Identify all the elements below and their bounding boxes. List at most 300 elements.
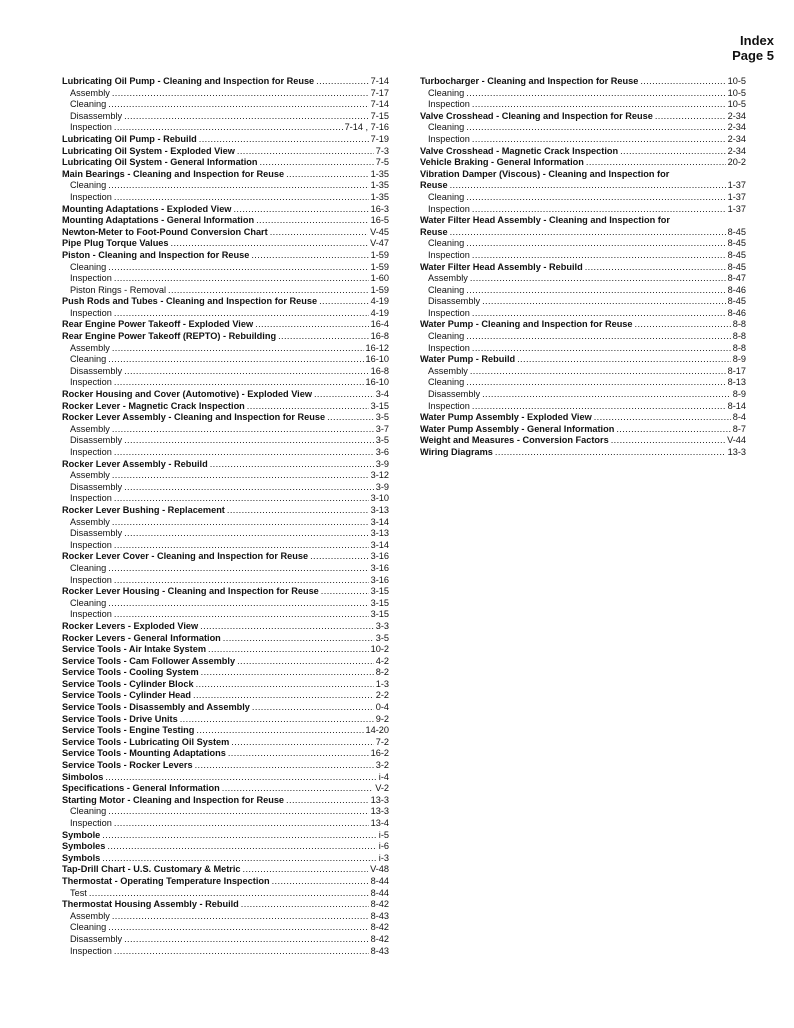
index-subentry[interactable] [62,482,389,494]
index-entry[interactable] [420,180,746,192]
entry-title: Cleaning [70,99,107,110]
entry-title: Disassembly [70,933,123,944]
page-reference: 7-19 [370,133,389,144]
index-entry[interactable] [62,702,389,714]
page-reference: 10-5 [727,87,746,98]
page-reference: 3-16 [370,551,389,562]
entry-title: Reuse [420,180,448,191]
index-subentry[interactable] [420,401,746,413]
entry-title: Cleaning [70,597,107,608]
leader-dots [472,401,726,413]
leader-dots [319,296,369,308]
entry-title: Rocker Lever Cover - Cleaning and Inspection for Reuse [62,551,309,562]
leader-dots [112,424,374,436]
index-subentry[interactable] [62,343,389,355]
page-reference: 8-9 [732,389,746,400]
index-entry[interactable] [62,656,389,668]
index-subentry[interactable] [62,273,389,285]
entry-title: Rear Engine Power Takeoff - Exploded View [62,319,254,330]
entry-title: Rocker Lever Assembly - Rebuild [62,458,208,469]
page-reference: 8-45 [727,238,746,249]
index-subentry[interactable] [420,122,746,134]
page-reference: 14-20 [365,725,389,736]
page-reference: 3-6 [375,447,389,457]
entry-title: Inspection [70,539,112,550]
entry-title: Service Tools - Drive Units [62,713,178,724]
index-entry[interactable] [62,725,389,737]
leader-dots [114,540,369,552]
index-entry[interactable] [62,134,389,146]
entry-title: Turbocharger - Cleaning and Inspection for Reuse [420,76,639,86]
index-subentry[interactable] [420,389,746,401]
leader-dots [466,192,725,204]
index-subentry[interactable] [62,88,389,100]
index-entry[interactable] [62,644,389,656]
entry-title: Cleaning [70,261,107,272]
index-entry[interactable] [420,447,746,459]
entry-title: Cleaning [70,562,107,573]
page-reference: 2-2 [375,690,389,701]
entry-title: Piston Rings - Removal [70,284,166,295]
index-entry[interactable] [62,679,389,691]
entry-title: Inspection [70,307,112,318]
index-subentry[interactable] [420,134,746,146]
entry-title: Inspection [70,945,112,956]
entry-title: Cleaning [70,354,107,365]
leader-dots [611,435,725,447]
index-subentry[interactable] [420,285,746,297]
index-subentry[interactable] [62,609,389,621]
entry-title: Inspection [70,818,112,828]
index-entry[interactable] [62,830,389,842]
index-entry[interactable] [420,435,746,447]
entry-title: Disassembly [70,481,123,492]
index-entry[interactable] [420,227,746,239]
entry-title: Lubricating Oil Pump - Cleaning and Inspection for Reuse [62,76,315,86]
entry-title: Assembly [428,365,468,376]
page-reference: 16-5 [370,215,389,226]
leader-dots [466,238,725,250]
index-entry[interactable] [62,899,389,911]
page-reference: 1-37 [727,180,746,191]
leader-dots [472,250,726,262]
entry-title: Inspection [70,377,112,388]
index-subentry[interactable] [62,888,389,900]
page-reference: 13-3 [727,447,746,457]
index-subentry[interactable] [62,377,389,389]
leader-dots [112,911,369,923]
index-subentry[interactable] [420,377,746,389]
index-entry[interactable] [62,551,389,563]
index-entry[interactable] [62,331,389,343]
page-reference: 4-19 [370,296,389,307]
leader-dots [112,517,369,529]
leader-dots [108,354,363,366]
leader-dots [278,331,369,343]
leader-dots [635,319,731,331]
entry-title: Inspection [428,203,470,214]
page-reference: 8-45 [727,226,746,237]
leader-dots [472,99,726,111]
leader-dots [114,377,364,389]
index-subentry[interactable] [62,934,389,946]
index-entry[interactable] [62,714,389,726]
page-reference: 8-13 [727,377,746,388]
entry-title: Disassembly [70,110,123,121]
entry-title: Piston - Cleaning and Inspection for Reuse [62,249,250,260]
index-column-right [420,76,746,459]
leader-dots [223,633,374,645]
index-entry[interactable] [62,586,389,598]
page-header [732,33,774,63]
index-subentry[interactable] [420,273,746,285]
index-entry[interactable] [62,169,389,181]
page-reference: 3-13 [370,504,389,515]
page-reference: 8-2 [375,667,389,678]
page-reference: 16-10 [365,354,389,365]
entry-title: Inspection [428,307,470,318]
leader-dots [655,111,726,123]
index-subentry[interactable] [62,922,389,934]
index-entry[interactable] [62,505,389,517]
page-reference: 7-2 [375,736,389,747]
entry-title: Water Filter Head Assembly - Rebuild [420,261,583,272]
index-entry[interactable] [62,760,389,772]
leader-dots [112,88,369,100]
page-reference: 4-2 [375,655,389,666]
index-entry[interactable] [62,737,389,749]
page-reference: 7-14 [370,76,389,86]
index-subentry[interactable] [420,88,746,100]
entry-title: Wiring Diagrams [420,447,493,457]
index-subentry[interactable] [62,192,389,204]
index-entry[interactable] [62,667,389,679]
index-subentry[interactable] [62,806,389,818]
index-entry[interactable] [62,250,389,262]
index-entry[interactable] [420,354,746,366]
index-entry[interactable] [62,412,389,424]
leader-dots [310,551,369,563]
entry-title: Reuse [420,226,448,237]
page-reference: 8-14 [727,400,746,411]
entry-title: Inspection [70,273,112,284]
index-subentry[interactable] [62,470,389,482]
page-reference: 4-19 [370,307,389,318]
leader-dots [114,273,369,285]
entry-title: Assembly [70,910,110,921]
entry-title: Rocker Lever - Magnetic Crack Inspection [62,400,245,411]
index-subentry[interactable] [420,331,746,343]
entry-title: Inspection [428,249,470,260]
index-entry[interactable] [62,157,389,169]
page-reference: 0-4 [375,702,389,713]
leader-dots [124,934,369,946]
leader-dots [208,644,369,656]
leader-dots [616,424,730,436]
leader-dots [228,748,369,760]
index-subentry[interactable] [62,517,389,529]
page-reference: 20-2 [727,157,746,168]
entry-title: Service Tools - Lubricating Oil System [62,736,230,747]
page-reference: 8-45 [727,261,746,272]
index-subentry[interactable] [420,308,746,320]
entry-title: Service Tools - Cooling System [62,667,199,678]
entry-title: Symbols [62,852,101,863]
index-subentry[interactable] [420,192,746,204]
page-reference: 3-15 [370,597,389,608]
index-entry[interactable] [420,111,746,123]
index-entry[interactable] [62,864,389,876]
entry-title: Water Pump Assembly - General Information [420,423,615,434]
index-subentry[interactable] [62,493,389,505]
index-subentry[interactable] [62,285,389,297]
leader-dots [105,772,376,784]
page-reference: 16-8 [370,331,389,342]
leader-dots [495,447,726,459]
page-reference: 8-42 [370,899,389,910]
leader-dots [124,482,374,494]
leader-dots [482,296,726,308]
index-subentry[interactable] [62,354,389,366]
index-entry[interactable] [62,76,389,88]
leader-dots [200,621,374,633]
page-reference: 7-5 [375,157,389,168]
index-entry[interactable] [62,621,389,633]
index-entry[interactable] [62,227,389,239]
leader-dots [108,806,368,818]
entry-title: Push Rods and Tubes - Cleaning and Inspection for Reuse [62,296,318,307]
leader-dots [102,830,376,842]
index-subentry[interactable] [62,262,389,274]
entry-title: Cleaning [428,122,465,133]
page-reference: V-45 [370,226,389,237]
leader-dots [251,250,368,262]
index-subentry[interactable] [62,122,389,134]
page-reference: 13-4 [370,818,389,828]
leader-dots [585,262,726,274]
leader-dots [114,609,369,621]
page-reference: 3-15 [370,586,389,597]
leader-dots [256,215,369,227]
leader-dots [286,169,369,181]
index-subentry[interactable] [62,308,389,320]
leader-dots [470,366,726,378]
page-reference: 3-12 [370,470,389,481]
page-reference: 3-9 [375,481,389,492]
page-reference: 1-60 [370,273,389,284]
index-subentry[interactable] [420,238,746,250]
leader-dots [108,180,368,192]
page-reference: 3-5 [375,435,389,446]
leader-dots [114,308,369,320]
page-reference: 16-10 [365,377,389,388]
index-subentry[interactable] [62,528,389,540]
index-subentry[interactable] [62,435,389,447]
index-subentry[interactable] [62,911,389,923]
entry-title: Cleaning [70,180,107,191]
leader-dots [321,586,369,598]
leader-dots [472,343,731,355]
leader-dots [260,157,374,169]
index-subentry[interactable] [420,343,746,355]
page-reference: 8-46 [727,307,746,318]
index-entry[interactable] [420,412,746,424]
index-subentry[interactable] [420,99,746,111]
index-entry[interactable] [420,424,746,436]
page-reference: 8-8 [732,331,746,342]
entry-title: Weight and Measures - Conversion Factors [420,435,609,446]
entry-title: Test [70,887,87,898]
index-entry[interactable] [62,319,389,331]
entry-title: Cleaning [428,87,465,98]
entry-title: Rocker Housing and Cover (Automotive) - Exploded View [62,389,312,400]
page-reference: i-6 [378,841,389,852]
index-subentry[interactable] [62,180,389,192]
index-entry[interactable] [62,146,389,158]
index-entry[interactable] [420,319,746,331]
index-entry[interactable] [420,262,746,274]
index-subentry[interactable] [62,946,389,958]
page-reference: 8-17 [727,365,746,376]
leader-dots [472,308,726,320]
entry-title: Disassembly [70,365,123,376]
leader-dots [620,146,726,158]
leader-dots [327,412,374,424]
entry-title: Cleaning [70,806,107,817]
leader-dots [210,459,374,471]
entry-title: Assembly [70,87,110,98]
leader-dots [124,111,369,123]
index-entry[interactable] [62,389,389,401]
leader-dots [89,888,369,900]
page-reference: 2-34 [727,145,746,156]
page-reference: 16-4 [370,319,389,330]
index-entry[interactable] [62,748,389,760]
page-reference: 7-15 [370,110,389,121]
index-entry[interactable] [62,401,389,413]
index-entry[interactable] [62,772,389,784]
index-entry[interactable] [62,853,389,865]
leader-dots [231,737,373,749]
entry-title: Mounting Adaptations - General Information [62,215,255,226]
index-entry[interactable] [62,215,389,227]
page-reference: 8-45 [727,296,746,307]
leader-dots [108,598,368,610]
page-reference: 3-14 [370,539,389,550]
index-entry[interactable] [420,146,746,158]
entry-title: Valve Crosshead - Cleaning and Inspection for Reuse [420,110,653,121]
page-reference: 3-15 [370,609,389,620]
index-entry[interactable] [62,633,389,645]
leader-dots [195,760,374,772]
page-reference: 1-37 [727,203,746,214]
index-entry[interactable] [62,783,389,795]
entry-title: Rocker Levers - Exploded View [62,620,199,631]
index-heading-line: Water Filter Head Assembly - Cleaning and Inspection for [420,215,670,226]
leader-dots [114,946,369,958]
entry-title: Service Tools - Cylinder Block [62,678,194,689]
entry-title: Disassembly [70,528,123,539]
entry-title: Lubricating Oil System - General Information [62,157,258,168]
page-reference: 7-17 [370,87,389,98]
entry-title: Disassembly [70,435,123,446]
page-reference: 1-59 [370,261,389,272]
entry-title: Cleaning [428,284,465,295]
index-subentry[interactable] [420,204,746,216]
entry-title: Inspection [70,609,112,620]
index-subentry[interactable] [420,366,746,378]
index-entry[interactable] [62,296,389,308]
index-subentry[interactable] [62,575,389,587]
page-reference: 16-12 [365,342,389,353]
index-entry[interactable] [62,795,389,807]
entry-title: Service Tools - Rocker Levers [62,760,193,771]
page-reference: V-44 [727,435,746,446]
index-entry[interactable] [420,157,746,169]
entry-title: Tap-Drill Chart - U.S. Customary & Metric [62,864,241,875]
entry-title: Assembly [70,516,110,527]
index-subentry[interactable] [62,598,389,610]
index-title: Index [740,33,774,48]
page-reference: 8-44 [370,887,389,898]
index-entry[interactable] [62,459,389,471]
leader-dots [112,470,369,482]
leader-dots [243,864,369,876]
index-entry[interactable] [420,76,746,88]
index-subentry[interactable] [62,99,389,111]
index-subentry[interactable] [420,296,746,308]
leader-dots [466,285,725,297]
leader-dots [193,690,374,702]
leader-dots [466,331,730,343]
index-subentry[interactable] [62,563,389,575]
leader-dots [517,354,731,366]
entry-title: Thermostat Housing Assembly - Rebuild [62,899,239,910]
page-reference: 3-5 [375,632,389,643]
index-entry[interactable] [62,690,389,702]
page-reference: 3-15 [370,400,389,411]
index-entry[interactable] [62,204,389,216]
page-reference: 16-2 [370,748,389,759]
entry-title: Valve Crosshead - Magnetic Crack Inspection [420,145,619,156]
page-reference: 8-43 [370,910,389,921]
index-entry[interactable] [62,238,389,250]
index-subentry[interactable] [62,447,389,459]
index-subentry[interactable] [62,818,389,830]
page-reference: 8-46 [727,284,746,295]
entry-title: Vehicle Braking - General Information [420,157,584,168]
index-subentry[interactable] [62,424,389,436]
index-subentry[interactable] [62,540,389,552]
leader-dots [102,853,376,865]
page-reference: 3-3 [375,620,389,631]
index-entry[interactable] [62,876,389,888]
page-reference: 1-59 [370,249,389,260]
entry-title: Newton-Meter to Foot-Pound Conversion Chart [62,226,268,237]
page-reference: 8-47 [727,273,746,284]
leader-dots [227,505,369,517]
index-subentry[interactable] [62,111,389,123]
leader-dots [201,667,374,679]
entry-title: Cleaning [428,191,465,202]
leader-dots [199,134,369,146]
page-reference: 1-35 [370,191,389,202]
page-reference: V-47 [370,238,389,249]
index-subentry[interactable] [420,250,746,262]
index-entry[interactable] [62,841,389,853]
page-reference: i-4 [378,771,389,782]
index-subentry[interactable] [62,366,389,378]
